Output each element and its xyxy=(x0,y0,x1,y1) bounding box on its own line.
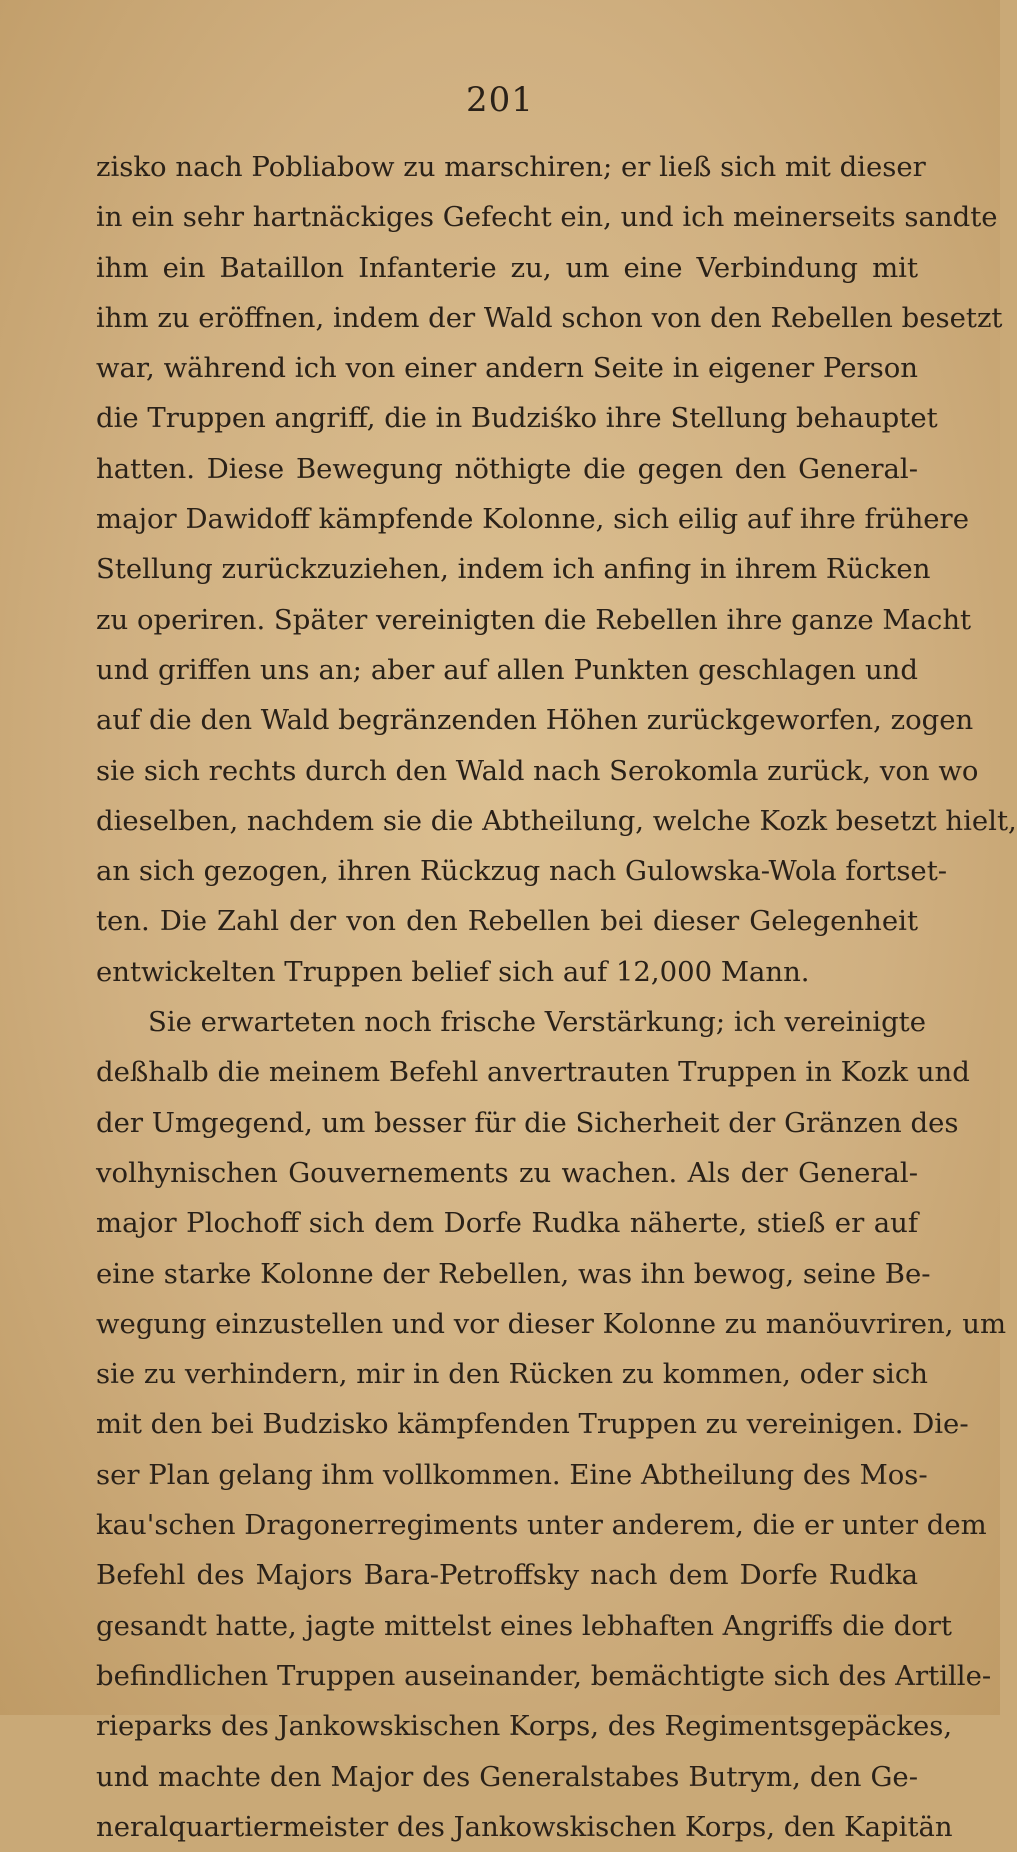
text-line: der Umgegend, um besser für die Sicherheit der Gränzen des xyxy=(96,1106,959,1139)
text-line: ihm zu eröffnen, indem der Wald schon von den Rebellen besetzt xyxy=(96,301,1003,334)
text-line: in ein sehr hartnäckiges Gefecht ein, und ich meinerseits sandte xyxy=(96,201,998,234)
text-line: ser Plan gelang ihm vollkommen. Eine Abtheilung des Mos- xyxy=(96,1458,928,1491)
text-line: sie zu verhindern, mir in den Rücken zu kommen, oder sich xyxy=(96,1358,928,1391)
text-line: hatten. Diese Bewegung nöthigte die gegen den General- xyxy=(96,452,918,485)
text-line: und machte den Major des Generalstabes Butrym, den Ge- xyxy=(96,1760,918,1793)
text-line: major Plochoff sich dem Dorfe Rudka näherte, stieß er auf xyxy=(96,1207,918,1240)
text-line: sie sich rechts durch den Wald nach Serokomla zurück, von wo xyxy=(96,754,979,787)
text-line: kau'schen Dragonerregiments unter anderem, die er unter dem xyxy=(96,1509,987,1542)
text-line: Befehl des Majors Bara-Petroffsky nach dem Dorfe Rudka xyxy=(96,1559,918,1592)
page-number: 201 xyxy=(466,80,534,120)
paragraph-start-line: Sie erwarteten noch frische Verstärkung; ich vereinigte xyxy=(148,1006,927,1039)
text-line: gesandt hatte, jagte mittelst eines lebhaften Angriffs die dort xyxy=(96,1609,952,1642)
text-line: volhynischen Gouvernements zu wachen. Als der General- xyxy=(96,1156,918,1189)
text-line: zisko nach Pobliabow zu marschiren; er ließ sich mit dieser xyxy=(96,151,926,183)
text-line: befindlichen Truppen auseinander, bemächtigte sich des Artille- xyxy=(96,1659,992,1692)
text-line: ten. Die Zahl der von den Rebellen bei dieser Gelegenheit xyxy=(96,905,918,938)
body-text xyxy=(96,142,1017,1852)
text-line: major Dawidoff kämpfende Kolonne, sich eilig auf ihre frühere xyxy=(96,503,969,536)
text-line: Stellung zurückzuziehen, indem ich anfing in ihrem Rücken xyxy=(96,553,931,586)
text-line: dieselben, nachdem sie die Abtheilung, welche Kozk besetzt hielt, xyxy=(96,804,1017,837)
text-line: wegung einzustellen und vor dieser Kolonne zu manöuvriren, um xyxy=(96,1307,1007,1340)
text-line: auf die den Wald begränzenden Höhen zurückgeworfen, zogen xyxy=(96,704,974,737)
paragraph-end-line: entwickelten Truppen belief sich auf 12,000 Mann. xyxy=(96,955,810,988)
text-line: neralquartiermeister des Jankowskischen Korps, den Kapitän xyxy=(96,1810,953,1843)
text-line: rieparks des Jankowskischen Korps, des Regimentsgepäckes, xyxy=(96,1710,953,1743)
text-line: deßhalb die meinem Befehl anvertrauten Truppen in Kozk und xyxy=(96,1056,970,1089)
text-line: die Truppen angriff, die in Budziśko ihre Stellung behauptet xyxy=(96,402,938,435)
text-line: eine starke Kolonne der Rebellen, was ihn bewog, seine Be- xyxy=(96,1257,931,1290)
text-line: zu operiren. Später vereinigten die Rebellen ihre ganze Macht xyxy=(96,603,972,636)
text-line: mit den bei Budzisko kämpfenden Truppen zu vereinigen. Die- xyxy=(96,1408,969,1441)
text-line: und griffen uns an; aber auf allen Punkten geschlagen und xyxy=(96,653,918,686)
text-line: war, während ich von einer andern Seite in eigener Person xyxy=(96,352,918,385)
text-line: ihm ein Bataillon Infanterie zu, um eine Verbindung mit xyxy=(96,251,918,284)
text-line: an sich gezogen, ihren Rückzug nach Gulowska-Wola fortset- xyxy=(96,855,948,888)
